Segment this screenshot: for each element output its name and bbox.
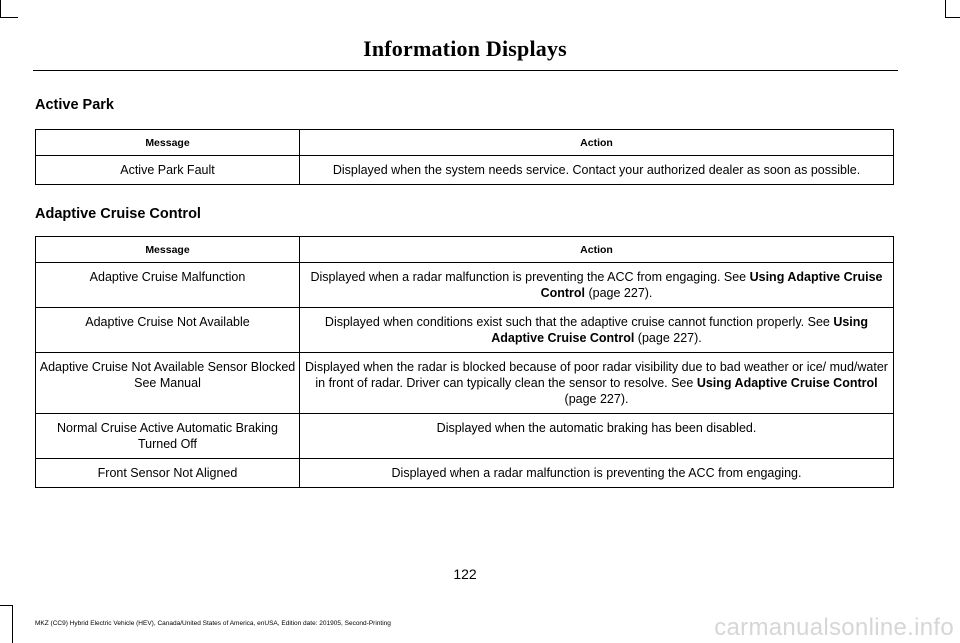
message-cell: Adaptive Cruise Not Available bbox=[36, 308, 300, 353]
action-cell bbox=[300, 414, 894, 459]
adaptive-cruise-table bbox=[35, 236, 894, 488]
table-row bbox=[36, 156, 894, 185]
action-text: Displayed when a radar malfunction is preventing the ACC from engaging. bbox=[391, 466, 802, 480]
action-cell bbox=[300, 459, 894, 488]
action-text: Displayed when the system needs service. Contact your authorized dealer as soon as possible. bbox=[332, 163, 861, 177]
table-row bbox=[36, 308, 894, 353]
page-reference: (page 227). bbox=[585, 286, 653, 300]
table-header-row bbox=[36, 130, 894, 156]
message-cell: Active Park Fault bbox=[36, 156, 300, 185]
action-text: Displayed when the radar is blocked because of poor radar visibility due to bad weather or ice/ mud/water in front of radar. Driver can typically clean the sensor to resolve. See bbox=[305, 360, 888, 390]
crop-mark bbox=[945, 17, 960, 18]
action-cell bbox=[300, 353, 894, 414]
action-cell bbox=[300, 156, 894, 185]
action-text: Displayed when conditions exist such that the adaptive cruise cannot function properly. See bbox=[324, 315, 834, 329]
cross-reference-link[interactable]: Using Adaptive Cruise Control bbox=[696, 376, 878, 390]
table-row bbox=[36, 263, 894, 308]
action-text: Displayed when a radar malfunction is preventing the ACC from engaging. See bbox=[310, 270, 750, 284]
page-number: 122 bbox=[453, 566, 477, 582]
crop-mark bbox=[0, 0, 1, 18]
message-cell: Normal Cruise Active Automatic Braking Turned Off bbox=[36, 414, 300, 459]
column-header-action: Action bbox=[300, 237, 894, 263]
crop-mark bbox=[0, 605, 13, 606]
active-park-table bbox=[35, 129, 894, 185]
table-header-row bbox=[36, 237, 894, 263]
message-cell: Front Sensor Not Aligned bbox=[36, 459, 300, 488]
watermark: carmanualsonline.info bbox=[714, 614, 954, 641]
page-reference: (page 227). bbox=[564, 392, 629, 406]
action-text: Displayed when the automatic braking has been disabled. bbox=[436, 421, 757, 435]
message-cell: Adaptive Cruise Malfunction bbox=[36, 263, 300, 308]
section-heading-adaptive-cruise-control: Adaptive Cruise Control bbox=[35, 206, 201, 222]
table-row bbox=[36, 414, 894, 459]
title-divider bbox=[33, 70, 898, 71]
message-cell: Adaptive Cruise Not Available Sensor Blocked See Manual bbox=[36, 353, 300, 414]
action-cell bbox=[300, 263, 894, 308]
table-row bbox=[36, 459, 894, 488]
crop-mark bbox=[945, 0, 946, 18]
page-title: Information Displays bbox=[363, 36, 567, 61]
cross-reference-link[interactable]: Using Adaptive Cruise Control bbox=[491, 315, 869, 345]
column-header-action: Action bbox=[300, 130, 894, 156]
page-reference: (page 227). bbox=[634, 331, 702, 345]
edition-footer: MKZ (CC9) Hybrid Electric Vehicle (HEV), Canada/United States of America, enUSA, Edition date: 201905, Second-Printing bbox=[35, 620, 391, 627]
column-header-message: Message bbox=[36, 130, 300, 156]
section-heading-active-park: Active Park bbox=[35, 97, 114, 113]
crop-mark bbox=[0, 17, 18, 18]
cross-reference-link[interactable]: Using Adaptive Cruise Control bbox=[540, 270, 883, 300]
column-header-message: Message bbox=[36, 237, 300, 263]
crop-mark bbox=[12, 605, 13, 643]
action-cell bbox=[300, 308, 894, 353]
table-row bbox=[36, 353, 894, 414]
